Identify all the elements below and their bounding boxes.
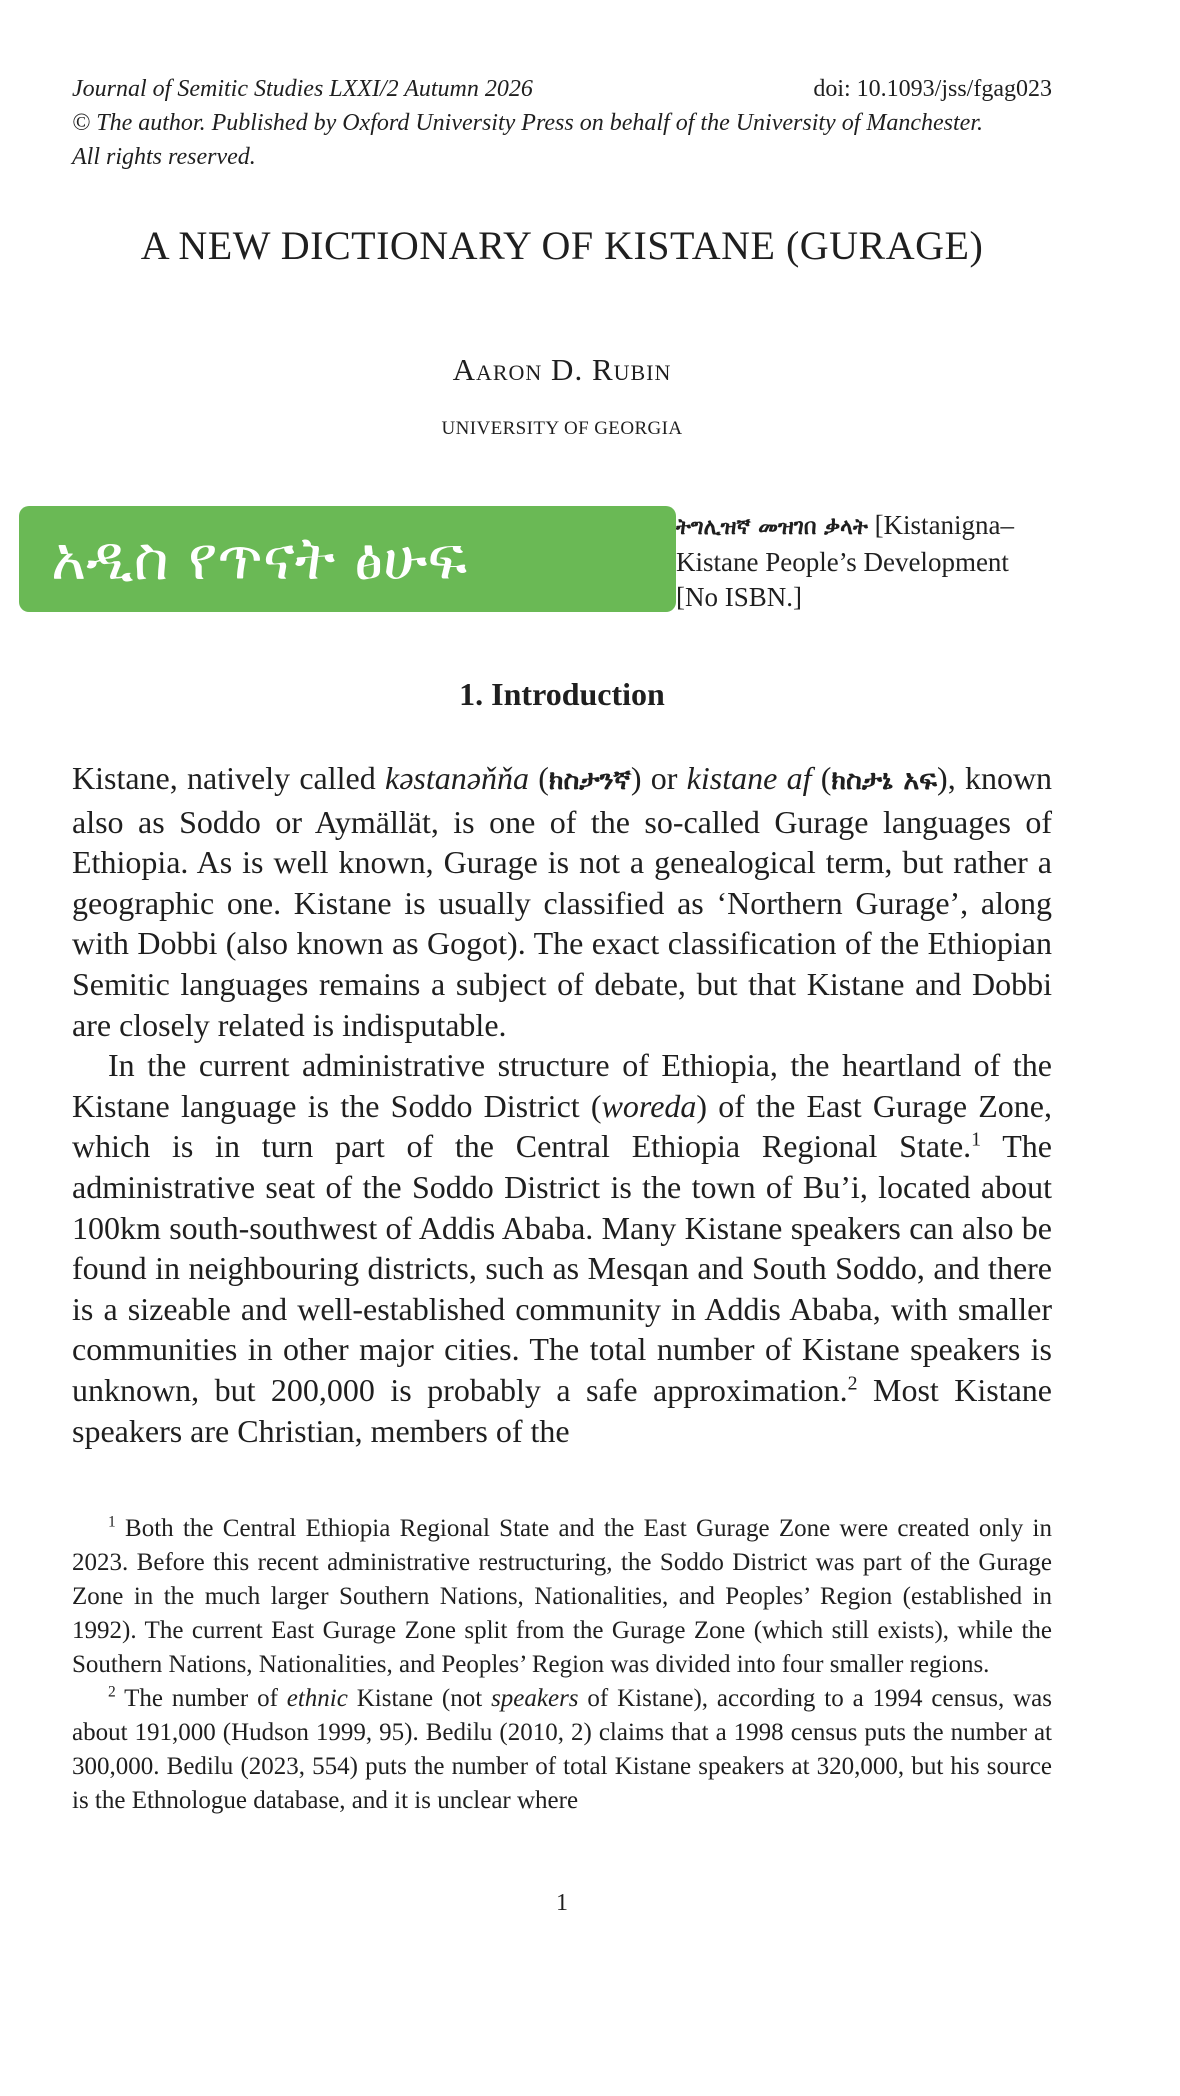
footnotes — [72, 1512, 1052, 1818]
running-header — [72, 72, 1052, 106]
reviewed-work-line-1 — [676, 508, 1052, 545]
native-term: kistane af — [686, 760, 812, 796]
copyright-notice: © The author. Published by Oxford University Press on behalf of the University of Manchester. — [72, 110, 983, 136]
footnote-ref-2[interactable]: 2 — [847, 1372, 858, 1395]
text-run: ), known also as Soddo or Aymällät, is one of the so-called Gurage languages of Ethiopia. As is well known, Gurage is not a genealogical term, but rather a geographic one. Kistane is usually classified as ‘Northern Gurage’, along with Dobbi (also known as Gogot). The exact classification of the Ethiopian Semitic languages remains a subject of debate, but that Kistane and Dobbi are closely related is indisputable. — [72, 760, 1053, 1043]
text-run: In the current administrative structure of Ethiopia, the heartland of the Kistane language is the Soddo District ( — [72, 1047, 1052, 1124]
footnote-text: Both the Central Ethiopia Regional State and the East Gurage Zone were created only in 2023. Before this recent administrative restructuring, the Soddo District was part of the Gurage Zone in the much larger Southern Nations, Nationalities, and Peoples’ Region (established in 1992). The current East Gurage Zone split from the Gurage Zone (which still exists), while the Southern Nations, Nationalities, and Peoples’ Region was divided into four smaller regions. — [72, 1515, 1052, 1678]
footnote-text: of Kistane), according to a 1994 census, was about 191,000 (Hudson 1999, 95). Bedilu (2010, 2) claims that a 1998 census puts the number at 300,000. Bedilu (2023, 554) puts the number of total Kistane speakers at 320,000, but his source is the Ethnologue database, and it is unclear where — [72, 1685, 1053, 1814]
footnote-number: 2 — [108, 1683, 116, 1701]
reviewed-work-reference — [676, 508, 1052, 615]
journal-citation: Journal of Semitic Studies LXXI/2 Autumn 2026 — [72, 76, 533, 102]
native-term: woreda — [601, 1087, 697, 1124]
emphasis: ethnic — [286, 1685, 348, 1712]
emphasis: speakers — [491, 1685, 579, 1712]
footnote-2 — [72, 1682, 1052, 1818]
reviewed-work-ethiopic-title: ትግሊዝኛ መዝገበ ቃላት — [676, 515, 868, 540]
doi-link[interactable]: doi: 10.1093/jss/fgag023 — [813, 76, 1052, 102]
reviewed-work-line-2: Kistane People’s Development — [676, 547, 1009, 577]
footnote-number: 1 — [108, 1513, 116, 1531]
ethiopic-term: ክስታኔ አፍ — [831, 765, 938, 796]
rights-notice: All rights reserved. — [72, 144, 256, 170]
article-title: A NEW DICTIONARY OF KISTANE (GURAGE) — [140, 223, 984, 268]
page-number: 1 — [556, 1890, 568, 1916]
reviewed-work-latin-title: [Kistanigna– — [867, 510, 1015, 540]
section-heading: 1. Introduction — [459, 676, 665, 712]
text-run: The administrative seat of the Soddo District is the town of Bu’i, located about 100km south-southwest of Addis Ababa. Many Kistane speakers can also be found in neighbouring districts, such as Mesqan and South Soddo, and there is a sizeable and well-established community in Addis Ababa, with smaller communities in other major cities. The total number of Kistane speakers is unknown, but 200,000 is probably a safe approximation. — [72, 1128, 1053, 1408]
footnote-text: The number of — [115, 1685, 287, 1712]
footnote-ref-1[interactable]: 1 — [971, 1128, 982, 1151]
reviewed-work-line-3: [No ISBN.] — [676, 582, 802, 612]
ethiopic-term: ክስታንኛ — [548, 765, 631, 796]
text-run: ) or — [630, 760, 687, 796]
native-term: kəstanəňňa — [384, 760, 529, 796]
text-run: Kistane, natively called — [72, 760, 385, 796]
banner-text: አዲስ የጥናት ፅሁፍ — [51, 524, 468, 594]
text-run: Most Kistane speakers are Christian, members of the — [72, 1371, 1053, 1449]
author-name: Aaron D. Rubin — [452, 352, 672, 387]
text-run: ( — [811, 760, 832, 796]
author-affiliation: UNIVERSITY OF GEORGIA — [441, 418, 683, 439]
paragraph-2 — [72, 1045, 1052, 1451]
body-text — [72, 758, 1052, 1451]
text-run: ) of the East Gurage Zone, which is in turn part of the Central Ethiopia Regional State. — [72, 1087, 1053, 1165]
paragraph-1 — [72, 758, 1052, 1045]
text-run: ( — [528, 760, 549, 796]
footnote-1 — [72, 1512, 1052, 1682]
translation-overlay-banner[interactable] — [19, 506, 676, 612]
footnote-text: Kistane (not — [347, 1685, 492, 1712]
